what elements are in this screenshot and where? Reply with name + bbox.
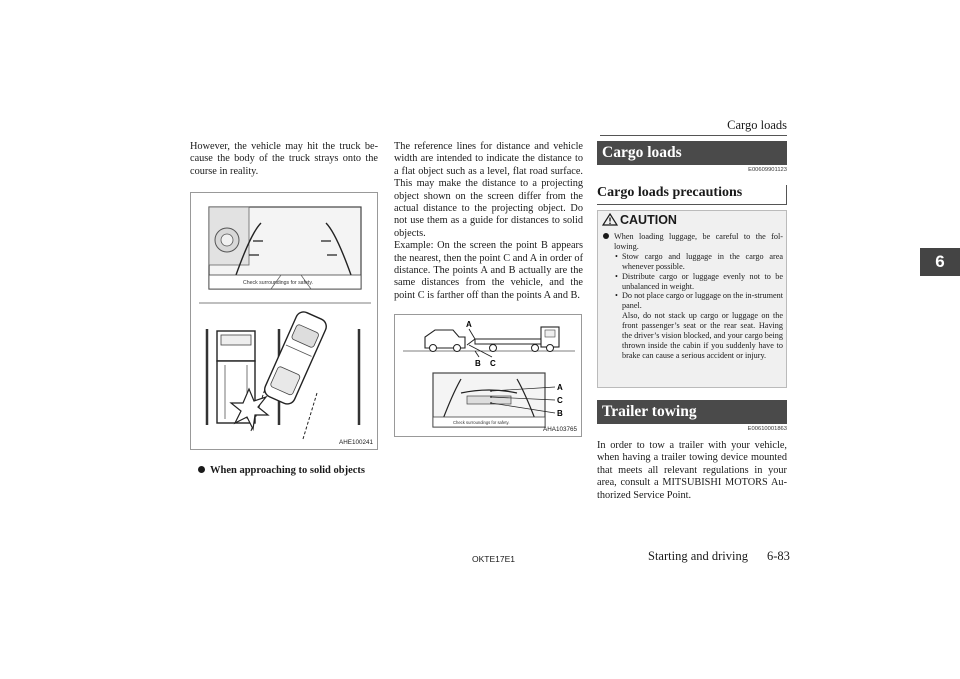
footer-page-number: 6-83 [767, 549, 790, 563]
caution-box [597, 210, 787, 388]
section-code: E00610001863 [747, 426, 787, 432]
warning-triangle-icon [602, 213, 618, 226]
caution-item: • Stow cargo and luggage in the cargo area whenever possible. [615, 251, 783, 271]
label-b-top: B [475, 359, 481, 368]
col2-paragraph-1: The reference lines for distance and vehicle width are intended to indicate the distance to a flat object such as a level, flat road surface. This may make the distance to a projecting object shown on the screen differ from the actual distance to the projecting object. Do not use them as a guide for distances to solid objects. [394, 141, 583, 239]
reference-points-illustration [395, 315, 583, 438]
caution-list [615, 252, 783, 311]
label-c-screen: C [557, 396, 563, 405]
subheading-cargo-precautions: Cargo loads precautions [597, 185, 787, 205]
label-b-screen: B [557, 409, 563, 418]
figure-screen-caption: Check surroundings for safety. [243, 280, 313, 286]
label-a-top: A [466, 320, 472, 329]
figure-code: AHE100241 [339, 439, 373, 446]
caution-check-icon [603, 233, 609, 239]
header-rule [600, 135, 787, 136]
section-trailer-towing: Trailer towing [597, 400, 787, 424]
label-a-screen: A [557, 383, 563, 392]
col2-paragraph-2: Example: On the screen the point B appears the nearest, then the point C and A in order of distance. The points A and B actually are the same distances from the vehicle, and the point C is farther off than the points A and B. [394, 240, 583, 301]
footer-section: Starting and driving [648, 549, 748, 563]
col2-text [394, 141, 583, 302]
chapter-tab: 6 [920, 248, 960, 276]
section-code: E00609901123 [748, 167, 787, 173]
trailer-text: In order to tow a trailer with your vehicle, when having a trailer towing device mounted that meets all relevant regulations in your area, consult a MITSUBISHI MOTORS Au-thorized Service Point. [597, 440, 787, 501]
caution-continuation: Also, do not stack up cargo or luggage on the front passenger’s seat or the rear seat. Having the driver’s vision blocked, and your cargo being thrown inside the cabin if you suddenly have to brake can cause a serious accident or injury. [622, 311, 783, 360]
footer-code: OKTE17E1 [472, 554, 515, 564]
figure-code: AHA103765 [543, 426, 577, 433]
bullet-dot-icon [198, 466, 205, 473]
caution-body [603, 232, 783, 361]
caution-lead [603, 232, 783, 252]
section-cargo-loads: Cargo loads [597, 141, 787, 165]
bullet-heading [198, 465, 365, 476]
caution-item: • Distribute cargo or luggage evenly not to be unbalanced in weight. [615, 271, 783, 291]
figure-reference-points [394, 314, 582, 437]
caution-lead-text: When loading luggage, be careful to the fol-lowing. [614, 232, 783, 251]
col1-text: However, the vehicle may hit the truck be-cause the body of the truck strays onto the course in reality. [190, 141, 378, 177]
caution-title: CAUTION [620, 213, 677, 227]
caution-header [598, 211, 786, 229]
figure2-screen-caption: Check surroundings for safety. [453, 420, 510, 425]
bullet-heading-text: When approaching to solid objects [210, 465, 365, 476]
running-header-title: Cargo loads [727, 118, 787, 132]
caution-item: • Do not place cargo or luggage on the in-strument panel. [615, 291, 783, 311]
label-c-top: C [490, 359, 496, 368]
figure-truck-collision [190, 192, 378, 450]
truck-collision-illustration [191, 193, 379, 451]
